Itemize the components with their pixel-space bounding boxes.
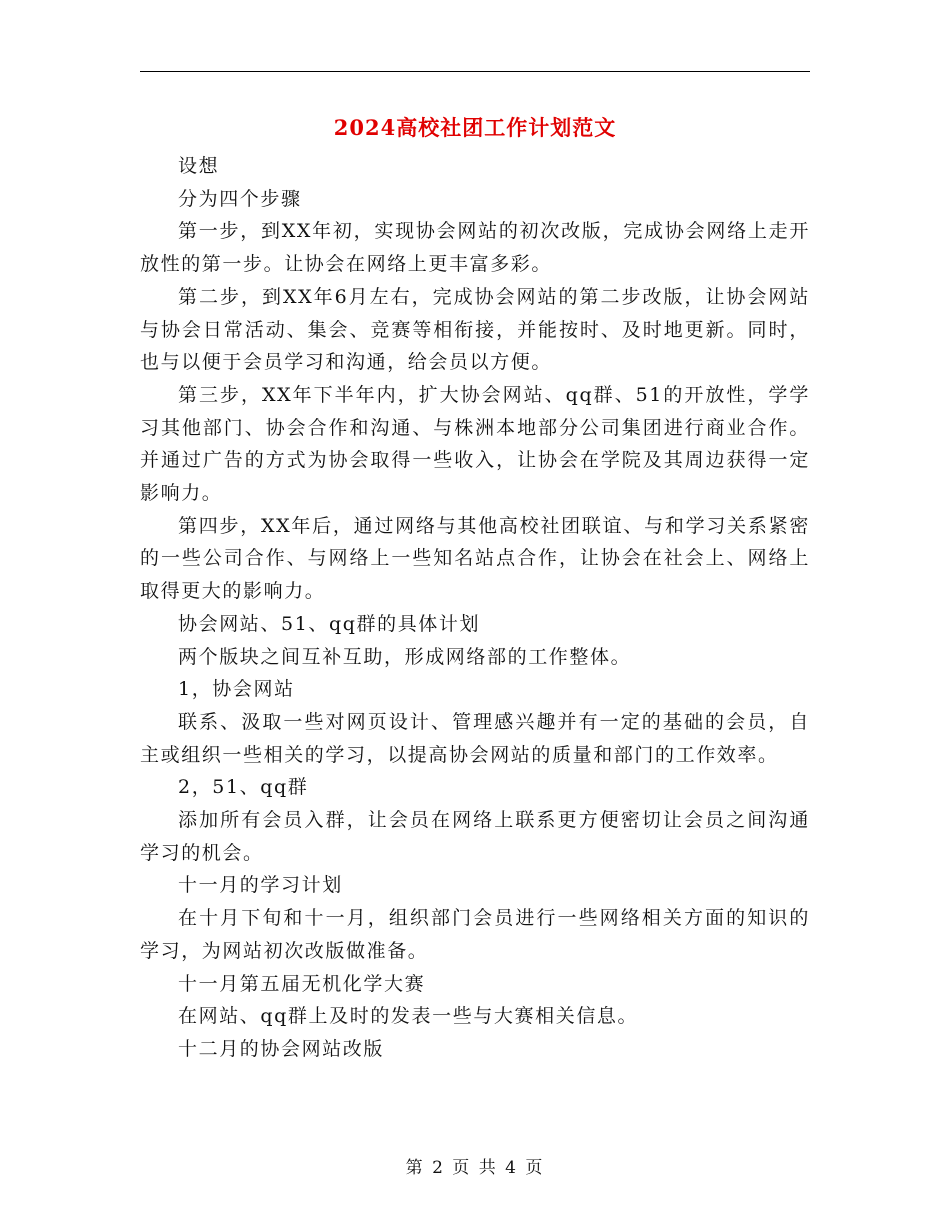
document-body (140, 150, 810, 1066)
page-number-footer: 第 2 页 共 4 页 (405, 1158, 545, 1178)
paragraph: 分为四个步骤 (178, 187, 302, 210)
paragraph: 设想 (178, 155, 220, 177)
paragraph: 十一月的学习计划 (178, 874, 343, 897)
paragraph: 两个版块之间互补互助，形成网络部的工作整体。 (178, 645, 632, 668)
paragraph: 2，51、qq群 (178, 776, 309, 799)
paragraph: 第一步，到XX年初，实现协会网站的初次改版，完成协会网络上走开放性的第一步。让协会在网络上更丰富多彩。 (140, 220, 810, 276)
paragraph: 协会网站、51、qq群的具体计划 (178, 612, 481, 635)
paragraph: 第三步，XX年下半年内，扩大协会网站、qq群、51的开放性，学学习其他部门、协会合作和沟通、与株洲本地部分公司集团进行商业合作。并通过广告的方式为协会取得一些收入，让协会在学院及其周边获得一定影响力。 (140, 383, 810, 505)
paragraph: 在十月下旬和十一月，组织部门会员进行一些网络相关方面的知识的学习，为网站初次改版做准备。 (140, 907, 810, 962)
paragraph: 第四步，XX年后，通过网络与其他高校社团联谊、与和学习关系紧密的一些公司合作、与网络上一些知名站点合作，让协会在社会上、网络上取得更大的影响力。 (140, 514, 810, 603)
document-title: 2024高校社团工作计划范文 (333, 115, 617, 140)
paragraph: 联系、汲取一些对网页设计、管理感兴趣并有一定的基础的会员，自主或组织一些相关的学习，以提高协会网站的质量和部门的工作效率。 (140, 710, 810, 766)
paragraph: 1，协会网站 (178, 678, 295, 701)
paragraph: 十一月第五届无机化学大赛 (178, 972, 426, 995)
paragraph: 十二月的协会网站改版 (178, 1037, 385, 1060)
paragraph: 添加所有会员入群，让会员在网络上联系更方便密切让会员之间沟通学习的机会。 (140, 809, 810, 864)
header-rule (140, 71, 810, 72)
paragraph: 在网站、qq群上及时的发表一些与大赛相关信息。 (178, 1005, 639, 1028)
paragraph: 第二步，到XX年6月左右，完成协会网站的第二步改版，让协会网站与协会日常活动、集会、竞赛等相衔接，并能按时、及时地更新。同时，也与以便于会员学习和沟通，给会员以方便。 (140, 285, 810, 374)
